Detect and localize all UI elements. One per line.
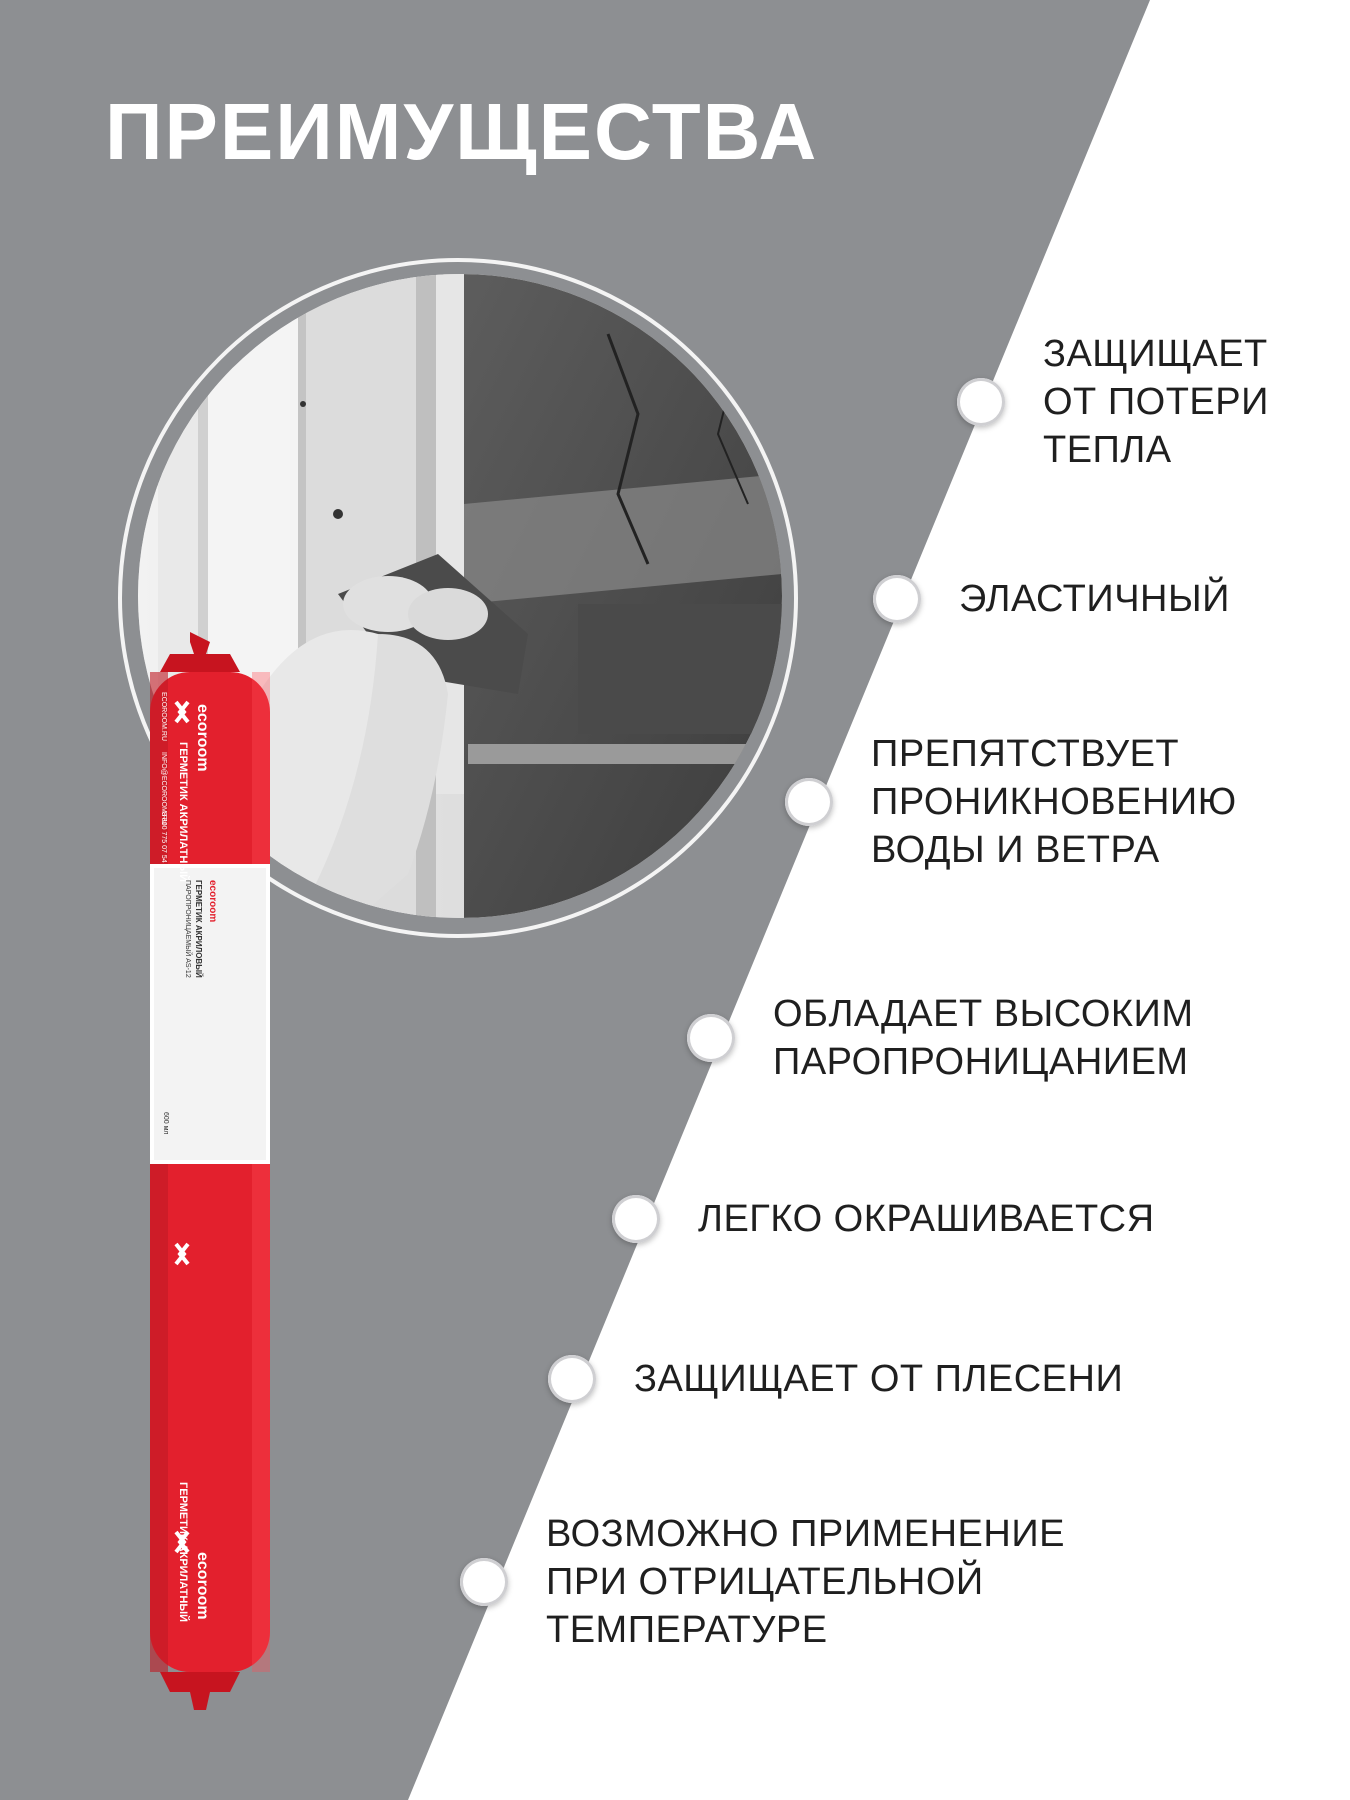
bullet-dot — [460, 1558, 508, 1606]
benefit-line: ПАРОПРОНИЦАНИЕМ — [773, 1041, 1189, 1083]
benefit-line: ЛЕГКО ОКРАШИВАЕТСЯ — [698, 1198, 1155, 1240]
bullet-dot — [612, 1195, 660, 1243]
sealant-tube — [140, 632, 320, 1712]
bullet-dot — [548, 1355, 596, 1403]
bullet-dot — [873, 575, 921, 623]
label-volume: 600 мл — [162, 1112, 169, 1135]
benefit-line: ПРОНИКНОВЕНИЮ — [871, 781, 1237, 823]
bullet-dot — [957, 378, 1005, 426]
tube-email: INFO@ECOROOM.RU — [160, 752, 167, 825]
benefit-vapor — [687, 990, 1194, 1086]
bullet-dot — [785, 778, 833, 826]
tube-website: ECOROOM.RU — [160, 692, 167, 741]
benefit-elastic — [873, 575, 1230, 623]
benefit-heat-loss — [957, 330, 1269, 474]
benefit-line: ТЕПЛА — [1043, 429, 1172, 471]
benefit-line: ПРИ ОТРИЦАТЕЛЬНОЙ — [546, 1561, 984, 1603]
tube-name-lower: ГЕРМЕТИК АКРИЛАТНЫЙ — [177, 1482, 189, 1623]
benefit-line: ЗАЩИЩАЕТ ОТ ПЛЕСЕНИ — [634, 1358, 1124, 1400]
tube-name: ГЕРМЕТИК АКРИЛАТНЫЙ — [177, 742, 189, 883]
benefit-line: ВОДЫ И ВЕТРА — [871, 829, 1160, 871]
benefit-line: ЭЛАСТИЧНЫЙ — [959, 578, 1230, 620]
page-title: ПРЕИМУЩЕСТВА — [105, 87, 819, 176]
benefit-line: ВОЗМОЖНО ПРИМЕНЕНИЕ — [546, 1513, 1065, 1555]
label-title: ГЕРМЕТИК АКРИЛОВЫЙ — [194, 880, 203, 978]
benefit-water-wind — [785, 730, 1237, 874]
benefit-line: ТЕМПЕРАТУРЕ — [546, 1609, 828, 1651]
benefit-line: ЗАЩИЩАЕТ — [1043, 333, 1268, 375]
benefit-line: ПРЕПЯТСТВУЕТ — [871, 733, 1180, 775]
benefit-negative-temp — [460, 1510, 1065, 1654]
benefit-mold — [548, 1355, 1123, 1403]
tube-brand-lower: ecoroom — [194, 1552, 211, 1620]
benefit-line: ОБЛАДАЕТ ВЫСОКИМ — [773, 993, 1194, 1035]
bullet-dot — [687, 1014, 735, 1062]
benefit-line: ОТ ПОТЕРИ — [1043, 381, 1269, 423]
label-brand: ecoroom — [207, 880, 218, 923]
benefit-paintable — [612, 1195, 1155, 1243]
label-subtitle: ПАРОПРОНИЦАЕМЫЙ AS-12 — [184, 880, 191, 978]
tube-brand: ecoroom — [194, 704, 211, 772]
tube-phone: 8 800 775 07 54 — [160, 812, 167, 863]
